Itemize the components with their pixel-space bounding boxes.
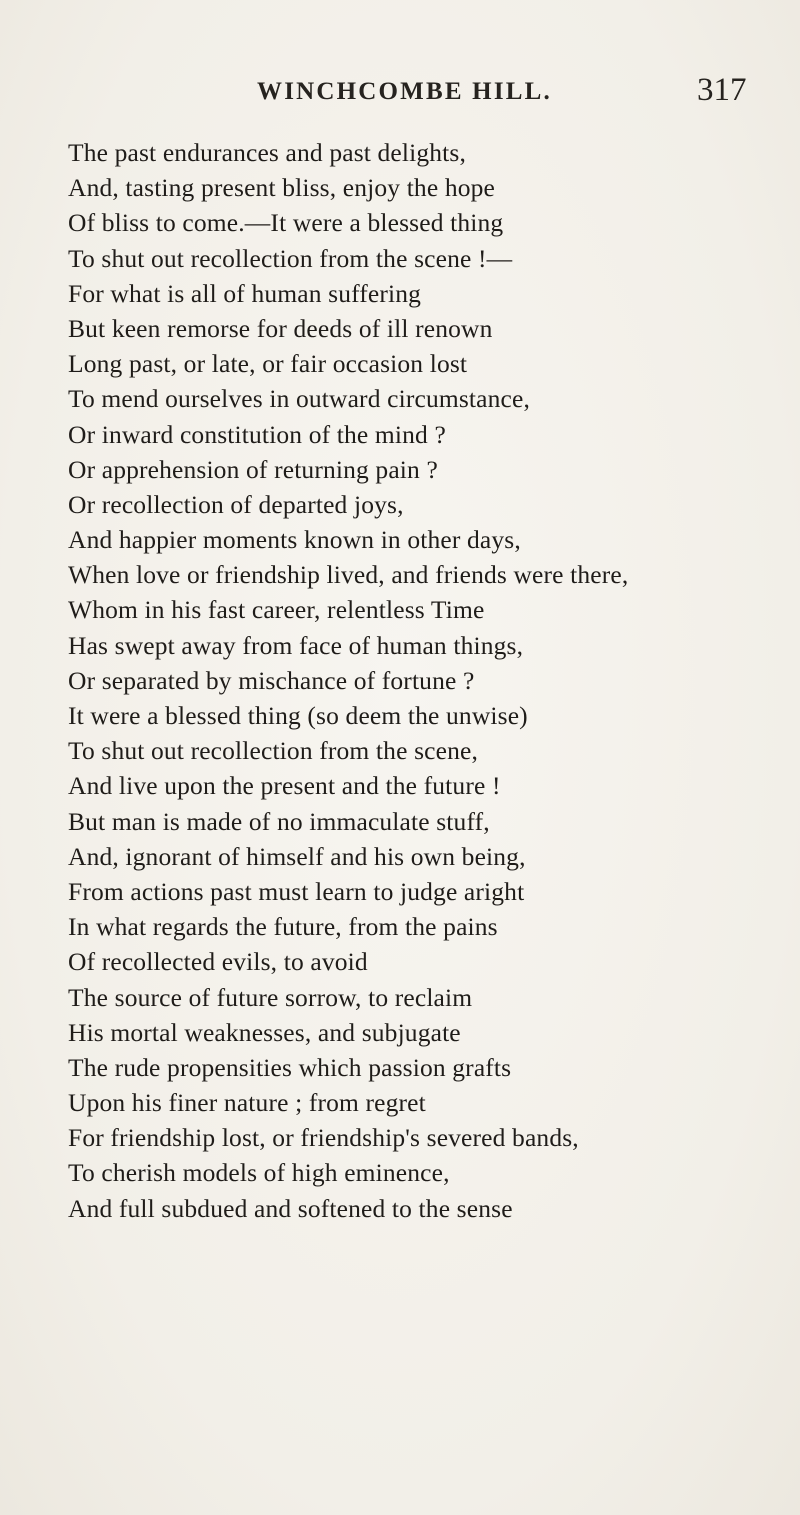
verse-line: For what is all of human suffering xyxy=(68,278,422,308)
verse-line: Long past, or late, or fair occasion lost xyxy=(68,349,468,379)
running-title: WINCHCOMBE HILL. xyxy=(257,78,552,105)
page-header xyxy=(0,72,800,118)
verse-line: Has swept away from face of human things, xyxy=(68,630,524,660)
verse-line: To shut out recollection from the scene, xyxy=(68,736,478,766)
verse-line: It were a blessed thing (so deem the unwise) xyxy=(68,701,528,730)
verse-line: Of recollected evils, to avoid xyxy=(68,947,368,977)
verse-line: For friendship lost, or friendship's severed bands, xyxy=(68,1123,579,1153)
verse-line: To mend ourselves in outward circumstance, xyxy=(68,384,530,414)
verse-line: When love or friendship lived, and friends were there, xyxy=(68,560,629,590)
verse-line: But keen remorse for deeds of ill renown xyxy=(68,313,493,343)
verse-line: The past endurances and past delights, xyxy=(68,138,466,167)
verse-line: His mortal weaknesses, and subjugate xyxy=(68,1017,461,1047)
verse-line: But man is made of no immaculate stuff, xyxy=(68,806,490,836)
verse-line: Upon his finer nature ; from regret xyxy=(68,1088,426,1118)
verse-line: To cherish models of high eminence, xyxy=(68,1158,450,1188)
verse-line: And live upon the present and the future ! xyxy=(68,771,501,801)
verse-line: The source of future sorrow, to reclaim xyxy=(68,982,473,1012)
verse-line: Or inward constitution of the mind ? xyxy=(68,419,446,449)
verse-line: Whom in his fast career, relentless Time xyxy=(68,595,485,625)
verse-line: In what regards the future, from the pains xyxy=(68,912,498,942)
verse-line: And, tasting present bliss, enjoy the hope xyxy=(68,173,495,203)
verse-line: Of bliss to come.—It were a blessed thing xyxy=(68,208,504,238)
verse-line: Or separated by mischance of fortune ? xyxy=(68,665,475,695)
verse-line: And full subdued and softened to the sense xyxy=(68,1193,513,1223)
verse-line: The rude propensities which passion grafts xyxy=(68,1052,512,1082)
verse-line: Or apprehension of returning pain ? xyxy=(68,454,438,484)
verse-line: And happier moments known in other days, xyxy=(68,525,521,555)
verse-line: And, ignorant of himself and his own being, xyxy=(68,841,526,871)
poem-text xyxy=(68,135,788,1226)
verse-line: To shut out recollection from the scene !— xyxy=(68,243,513,273)
page-number: 317 xyxy=(697,72,747,108)
verse-line: Or recollection of departed joys, xyxy=(68,489,404,519)
verse-line: From actions past must learn to judge aright xyxy=(68,876,525,906)
